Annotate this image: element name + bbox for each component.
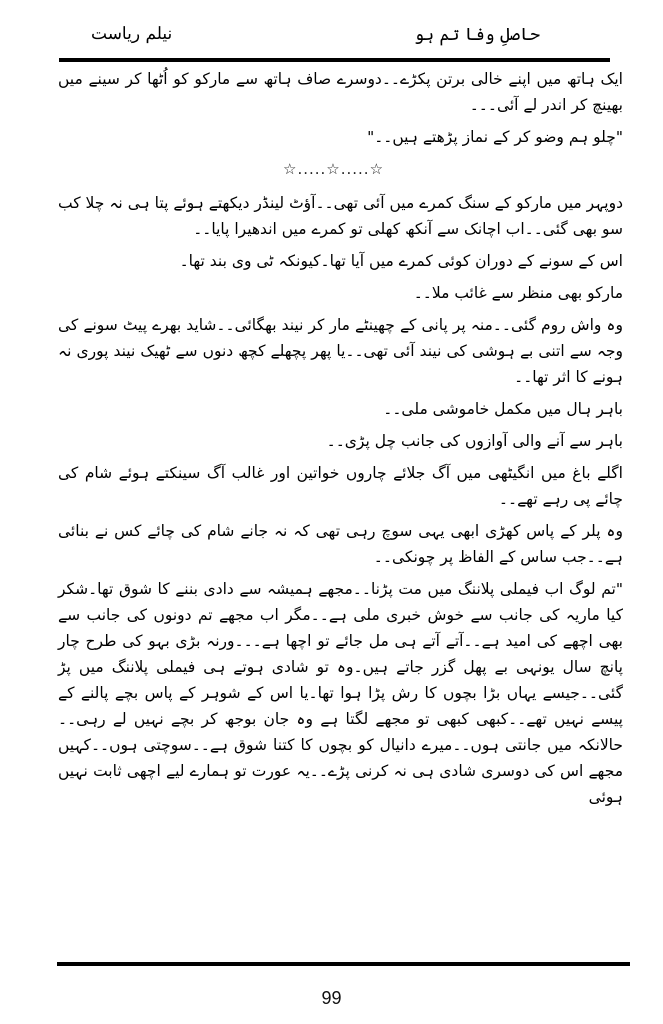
paragraph: دوپہر میں مارکو کے سنگ کمرے میں آئی تھی۔۔آؤٹ لینڈر دیکھتے ہوئے پتا ہی نہ چلا کب سو بھی گئی۔۔اب اچانک سے آنکھ کھلی تو کمرے میں اندھیرا پایا۔۔ (58, 194, 623, 238)
book-title: حاصلِ وفا تم ہو (414, 25, 540, 45)
paragraph: وہ پلر کے پاس کھڑی ابھی یہی سوچ رہی تھی کہ نہ جانے شام کی چائے کس نے بنائی ہے۔۔جب ساس کے الفاظ پر چونکی۔۔ (58, 522, 623, 566)
page-header (59, 18, 610, 58)
paragraph: مارکو بھی منظر سے غائب ملا۔۔ (413, 284, 623, 302)
paragraph: اگلے باغ میں انگیٹھی میں آگ جلائے چاروں خواتین اور غالب آگ سینکتے ہوئے شام کی چائے پی رہے تھے۔۔ (58, 464, 623, 508)
author-name: نیلم ریاست (91, 24, 173, 44)
scene-separator: ☆.....☆.....☆ (283, 160, 385, 178)
paragraph: باہر ہال میں مکمل خاموشی ملی۔۔ (383, 400, 623, 418)
page-number: 99 (321, 988, 342, 1008)
paragraph: اس کے سونے کے دوران کوئی کمرے میں آیا تھا۔کیونکہ ٹی وی بند تھا۔ (179, 252, 623, 270)
footer-divider (57, 962, 630, 966)
paragraph: ایک ہاتھ میں اپنے خالی برتن پکڑے۔۔دوسرے صاف ہاتھ سے مارکو کو اُٹھا کر سینے میں بھینچ کر اندر لے آئی۔۔۔ (58, 70, 623, 114)
paragraph: وہ واش روم گئی۔۔منہ پر پانی کے چھینٹے مار کر نیند بھگائی۔۔شاید بھرے پیٹ سونے کی وجہ سے اتنی بے ہوشی کی نیند آئی تھی۔۔یا پھر پچھلے کچھ دنوں سے ٹھیک نیند پوری نہ ہونے کا اثر تھا۔۔ (58, 316, 623, 386)
page-body (58, 66, 623, 816)
header-divider (59, 58, 610, 62)
paragraph-dialogue: "چلو ہم وضو کر کے نماز پڑھتے ہیں۔۔" (367, 128, 623, 146)
paragraph-dialogue: "تم لوگ اب فیملی پلاننگ میں مت پڑنا۔۔مجھے ہمیشہ سے دادی بننے کا شوق تھا۔شکر کیا ماریہ کی جانب سے خوش خبری ملی ہے۔۔مگر اب مجھے تم دونوں کی جانب سے بھی اچھے کی امید ہے۔۔آتے آتے ہی مل جائے تو اچھا ہے۔۔۔ورنہ بڑی بہو کی طرح چار پانچ سال یونہی بے پھل گزر جاتے ہیں۔وہ تو شادی ہوتے ہی فیملی پلاننگ میں پڑ گئی۔۔جیسے یہاں بڑا بچوں کا رش پڑا ہوا تھا۔یا اس کے شوہر کے پاس بچے پالنے کے پیسے نہیں تھے۔۔کبھی کبھی تو مجھے لگتا ہے وہ جان بوجھ کر بچے نہیں لے رہی۔۔حالانکہ میں جانتی ہوں۔۔میرے دانیال کو بچوں کا کتنا شوق ہے۔۔سوچتی ہوں۔۔کہیں مجھے اس کی دوسری شادی ہی نہ کرنی پڑے۔۔یہ عورت تو ہمارے لیے اچھی ثابت نہیں ہوئی (58, 580, 623, 806)
paragraph: باہر سے آنے والی آوازوں کی جانب چل پڑی۔۔ (326, 432, 623, 450)
